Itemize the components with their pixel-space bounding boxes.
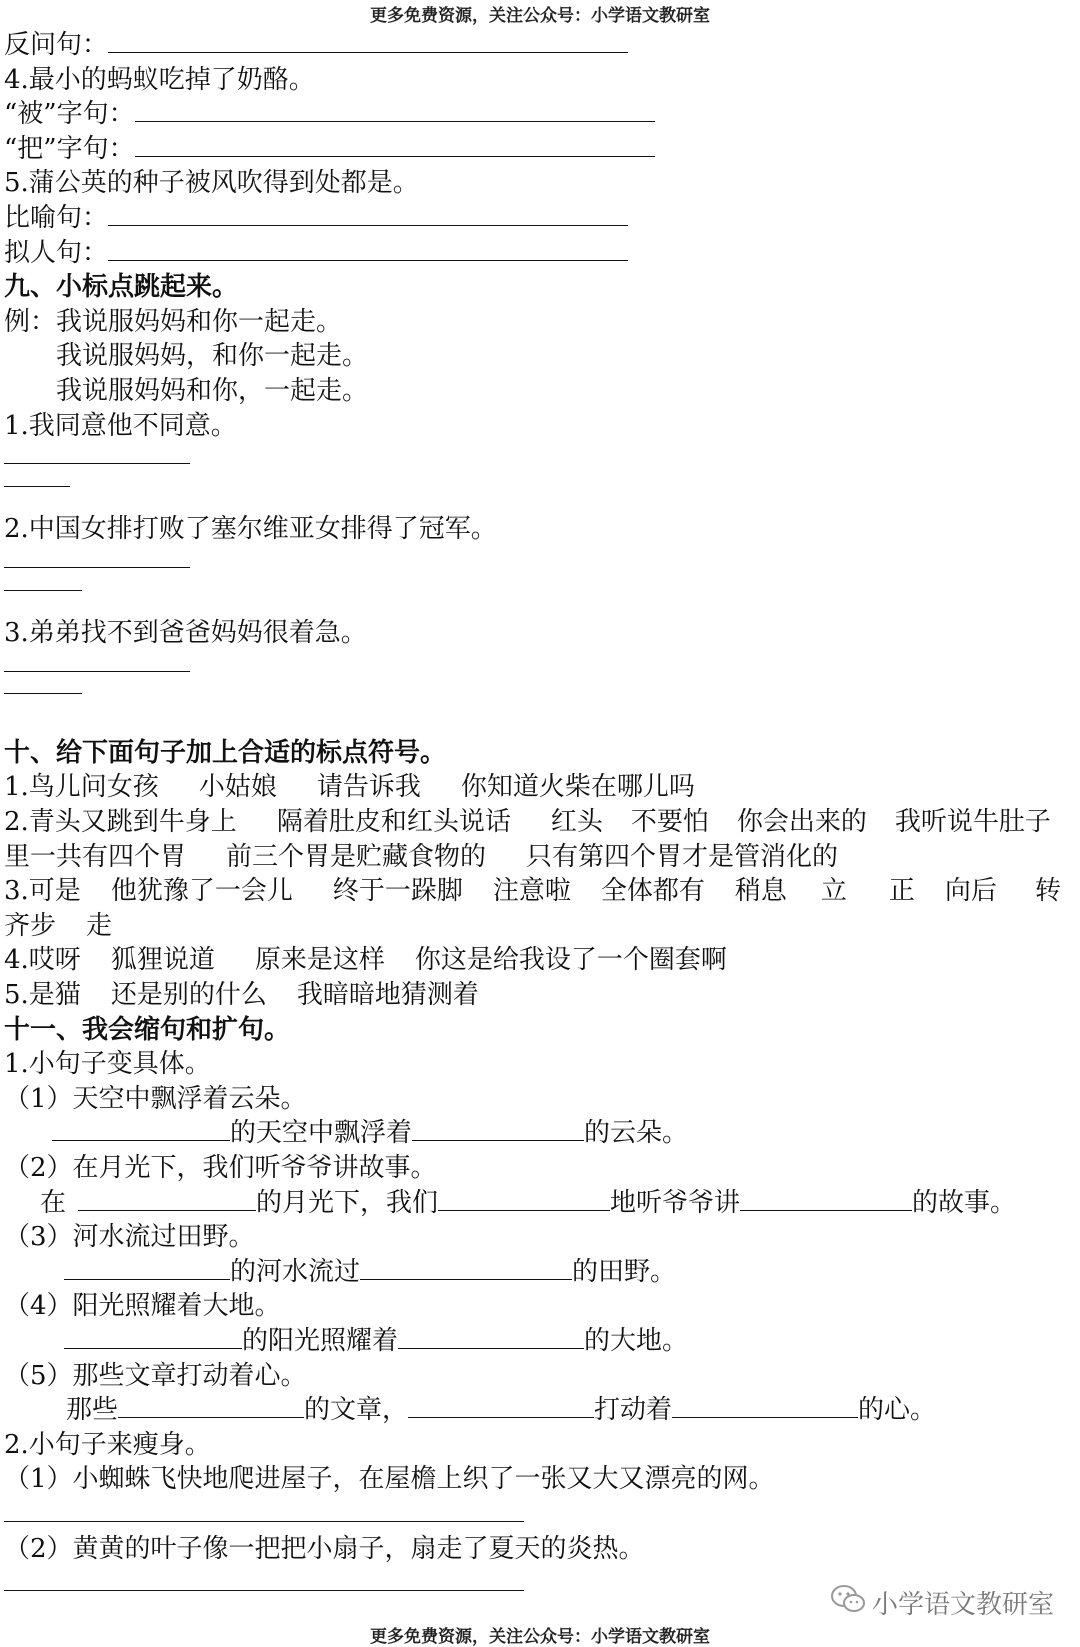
- expand-line-2: [4, 1186, 1076, 1221]
- fragment: 1.鸟儿问女孩: [4, 772, 159, 803]
- punct-line-5: [4, 909, 1076, 944]
- page-header: 更多免费资源，关注公众号：小学语文教研室: [370, 6, 710, 26]
- fragment: 向后: [944, 876, 997, 907]
- fragment: 正: [888, 876, 915, 907]
- example-line: 例：我说服妈妈和你一起走。: [4, 306, 343, 337]
- fragment: 的文章，: [304, 1395, 409, 1426]
- fragment: 4.哎呀: [4, 945, 81, 976]
- fragment: 终于一跺脚: [332, 876, 463, 907]
- punct-line-6: [4, 943, 1076, 978]
- biyu-line: [4, 201, 1076, 236]
- fragment: 狐狸说道: [110, 945, 215, 976]
- fragment: 的天空中飘浮着: [230, 1118, 413, 1149]
- prompt-5: （5）那些文章打动着心。: [4, 1360, 307, 1391]
- fragment: 地听爷爷讲: [610, 1187, 741, 1218]
- answer-blank[interactable]: [672, 1394, 858, 1418]
- example-line: 我说服妈妈和你，一起走。: [56, 375, 369, 406]
- fragment: 的大地。: [584, 1325, 689, 1356]
- fragment: 请告诉我: [316, 772, 421, 803]
- fragment: 里一共有四个胃: [4, 841, 187, 872]
- fragment: 走: [86, 910, 113, 941]
- fragment: 隔着肚皮和红头说话: [276, 807, 511, 838]
- answer-blank[interactable]: [64, 1325, 242, 1349]
- question-4: 4.最小的蚂蚁吃掉了奶酪。: [4, 64, 315, 95]
- fragment: 前三个胃是贮藏食物的: [226, 841, 487, 872]
- shrink-prompt-1: （1）小蜘蛛飞快地爬进屋子，在屋檐上织了一张又大又漂亮的网。: [4, 1464, 775, 1495]
- fragment: 红头: [550, 807, 603, 838]
- fragment: 原来是这样: [254, 945, 385, 976]
- expand-line-4: [4, 1324, 1076, 1359]
- expand-line-1: [4, 1116, 1076, 1151]
- fragment: 立: [820, 876, 847, 907]
- shrink-prompt-2: （2）黄黄的叶子像一把把小扇子，扇走了夏天的炎热。: [4, 1533, 645, 1564]
- answer-blank[interactable]: [64, 1256, 230, 1280]
- fragment: 2.青头又跳到牛身上: [4, 807, 237, 838]
- label: 拟人句：: [4, 237, 109, 268]
- ba-line: [4, 132, 1076, 167]
- label: “把”字句：: [4, 133, 135, 164]
- fragment: 打动着: [594, 1395, 673, 1426]
- fragment: 转: [1034, 876, 1061, 907]
- fragment: 你会出来的: [736, 807, 867, 838]
- answer-blank[interactable]: [398, 1325, 584, 1349]
- expand-line-3: [4, 1255, 1076, 1290]
- answer-line[interactable]: [4, 651, 1076, 686]
- question-5: 5.蒲公英的种子被风吹得到处都是。: [4, 168, 419, 199]
- answer-line[interactable]: [4, 443, 1076, 478]
- answer-blank[interactable]: [135, 98, 655, 122]
- sub-question-1: 1.小句子变具体。: [4, 1049, 211, 1080]
- fragment: 你知道火柴在哪儿吗: [460, 772, 695, 803]
- answer-blank[interactable]: [740, 1187, 912, 1211]
- answer-line[interactable]: [4, 685, 1076, 720]
- prompt-1: （1）天空中飘浮着云朵。: [4, 1083, 307, 1114]
- answer-blank[interactable]: [412, 1117, 584, 1141]
- answer-blank[interactable]: [360, 1256, 572, 1280]
- wechat-icon: [830, 1584, 866, 1621]
- fragment: 的月光下，我们: [256, 1187, 439, 1218]
- answer-line[interactable]: [4, 1497, 1076, 1532]
- fragment: 5.是猫: [4, 980, 81, 1011]
- fragment: 我听说牛肚子: [894, 807, 1051, 838]
- sub-question-2: 2.小句子来瘦身。: [4, 1429, 211, 1460]
- watermark-text: 小学语文教研室: [872, 1589, 1055, 1620]
- niren-line: [4, 236, 1076, 271]
- punct-line-3: [4, 840, 1076, 875]
- answer-blank[interactable]: [135, 133, 655, 157]
- page-footer: 更多免费资源，关注公众号：小学语文教研室: [370, 1627, 710, 1647]
- section-9-question-1: 1.我同意他不同意。: [4, 410, 237, 441]
- fragment: 还是别的什么: [110, 980, 267, 1011]
- punct-line-7: [4, 978, 1076, 1013]
- fragment: 不要怕: [630, 807, 709, 838]
- answer-line[interactable]: [4, 478, 1076, 513]
- answer-line[interactable]: [4, 547, 1076, 582]
- answer-blank[interactable]: [52, 1117, 230, 1141]
- fragment: 稍息: [734, 876, 787, 907]
- section-9-title: 九、小标点跳起来。: [4, 272, 239, 303]
- prompt-3: （3）河水流过田野。: [4, 1222, 255, 1253]
- fragment: 的故事。: [912, 1187, 1017, 1218]
- section-11-title: 十一、我会缩句和扩句。: [4, 1014, 291, 1045]
- fragment: 他犹豫了一会儿: [110, 876, 293, 907]
- punct-line-1: [4, 770, 1076, 805]
- fragment: 那些: [66, 1395, 119, 1426]
- label: 反问句：: [4, 30, 109, 60]
- watermark: [830, 1585, 1054, 1619]
- section-9-question-3: 3.弟弟找不到爸爸妈妈很着急。: [4, 618, 367, 649]
- bei-line: [4, 97, 1076, 132]
- answer-blank[interactable]: [438, 1187, 610, 1211]
- answer-blank[interactable]: [78, 1187, 256, 1211]
- prompt-2: （2）在月光下，我们听爷爷讲故事。: [4, 1153, 437, 1183]
- fanwen-line: [4, 28, 1076, 63]
- fragment: 3.可是: [4, 876, 81, 907]
- fragment: 小姑娘: [198, 772, 277, 803]
- fragment: 齐步: [4, 910, 57, 941]
- fragment: 的云朵。: [584, 1118, 689, 1149]
- example-line: 我说服妈妈，和你一起走。: [56, 341, 369, 372]
- prompt-4: （4）阳光照耀着大地。: [4, 1291, 281, 1322]
- fragment: 的心。: [858, 1395, 937, 1426]
- expand-line-5: [4, 1393, 1076, 1428]
- fragment: 只有第四个胃才是管消化的: [526, 841, 839, 872]
- answer-blank[interactable]: [108, 237, 628, 261]
- fragment: 你这是给我设了一个圈套啊: [414, 945, 727, 976]
- answer-blank[interactable]: [408, 1394, 594, 1418]
- label: 比喻句：: [4, 202, 109, 233]
- fragment: 的田野。: [572, 1256, 677, 1287]
- fragment: 在: [40, 1187, 67, 1218]
- answer-blank[interactable]: [108, 29, 628, 53]
- punct-line-2: [4, 805, 1076, 840]
- fragment: 的阳光照耀着: [242, 1325, 399, 1356]
- label: “被”字句：: [4, 99, 135, 130]
- fragment: 我暗暗地猜测着: [296, 980, 479, 1011]
- answer-blank[interactable]: [118, 1394, 304, 1418]
- fragment: 注意啦: [492, 876, 571, 907]
- answer-blank[interactable]: [108, 202, 628, 226]
- answer-line[interactable]: [4, 582, 1076, 617]
- fragment: 全体都有: [600, 876, 705, 907]
- fragment: 的河水流过: [230, 1256, 361, 1287]
- section-9-question-2: 2.中国女排打败了塞尔维亚女排得了冠军。: [4, 514, 497, 545]
- section-10-title: 十、给下面句子加上合适的标点符号。: [4, 737, 447, 768]
- punct-line-4: [4, 874, 1076, 909]
- worksheet: [4, 28, 1076, 1601]
